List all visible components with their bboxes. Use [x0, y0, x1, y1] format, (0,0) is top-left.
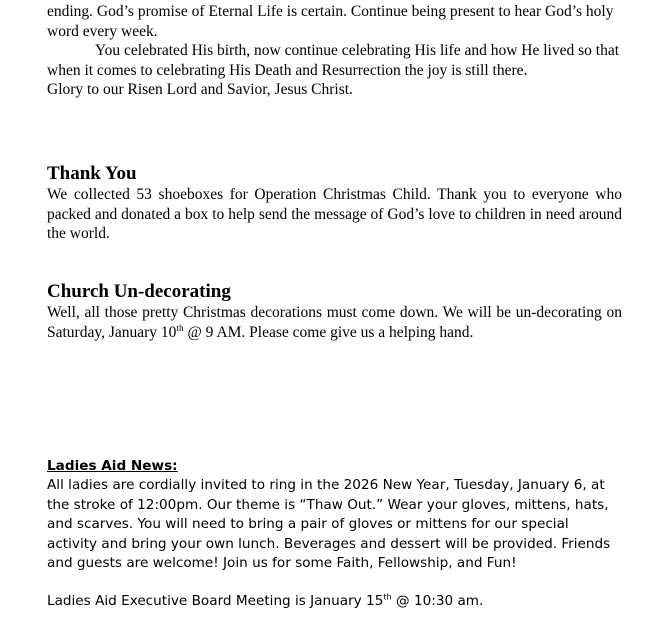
board-meeting-ordinal-suffix: th: [383, 591, 392, 602]
undecorating-body-text: Well, all those pretty Christmas decorations must come down. We will be un-decorating on Saturday, January 10: [47, 304, 622, 341]
intro-section: [47, 2, 622, 100]
ladies-aid-section: [47, 457, 622, 612]
ladies-aid-title-line: [47, 457, 622, 476]
intro-paragraph-2-text: You celebrated His birth, now continue celebrating His life and how He lived so that when it comes to celebrating His Death and Resurrection the joy is still there.: [47, 42, 620, 79]
thank-you-heading: Thank You: [47, 163, 137, 184]
ladies-aid-title: Ladies Aid News:: [47, 458, 178, 474]
undecorating-ordinal-suffix: th: [176, 323, 184, 334]
closing-blessing: Glory to our Risen Lord and Savior, Jesus Christ.: [47, 81, 353, 99]
undecorating-heading: Church Un-decorating: [47, 281, 231, 302]
thank-you-body: We collected 53 shoeboxes for Operation Christmas Child. Thank you to everyone who packed and donated a box to help send the message of God’s love to children in need around the world.: [47, 186, 622, 243]
intro-paragraph-2: [47, 41, 622, 100]
board-meeting-time: @ 10:30 am.: [391, 593, 484, 610]
intro-paragraph-1: ending. God’s promise of Eternal Life is certain. Continue being present to hear God’s holy word every week.: [47, 3, 614, 40]
ladies-aid-body: All ladies are cordially invited to ring in the 2026 New Year, Tuesday, January 6, at the stroke of 12:00pm. Our theme is “Thaw Out.” Wear your gloves, mittens, hats, and scarves. You will need to bring a pair of gloves or mittens for our special activity and bring your own lunch. Beverages and dessert will be provided. Friends and guests are welcome! Join us for some Faith, Fellowship, and Fun!: [47, 477, 611, 572]
board-meeting-text: Ladies Aid Executive Board Meeting is January 15: [47, 593, 384, 610]
thank-you-section: [47, 163, 622, 244]
undecorating-body-end: @ 9 AM. Please come give us a helping hand.: [183, 323, 474, 341]
ladies-aid-board-meeting: [47, 592, 622, 611]
undecorating-body: [47, 303, 622, 342]
undecorating-section: [47, 281, 622, 342]
